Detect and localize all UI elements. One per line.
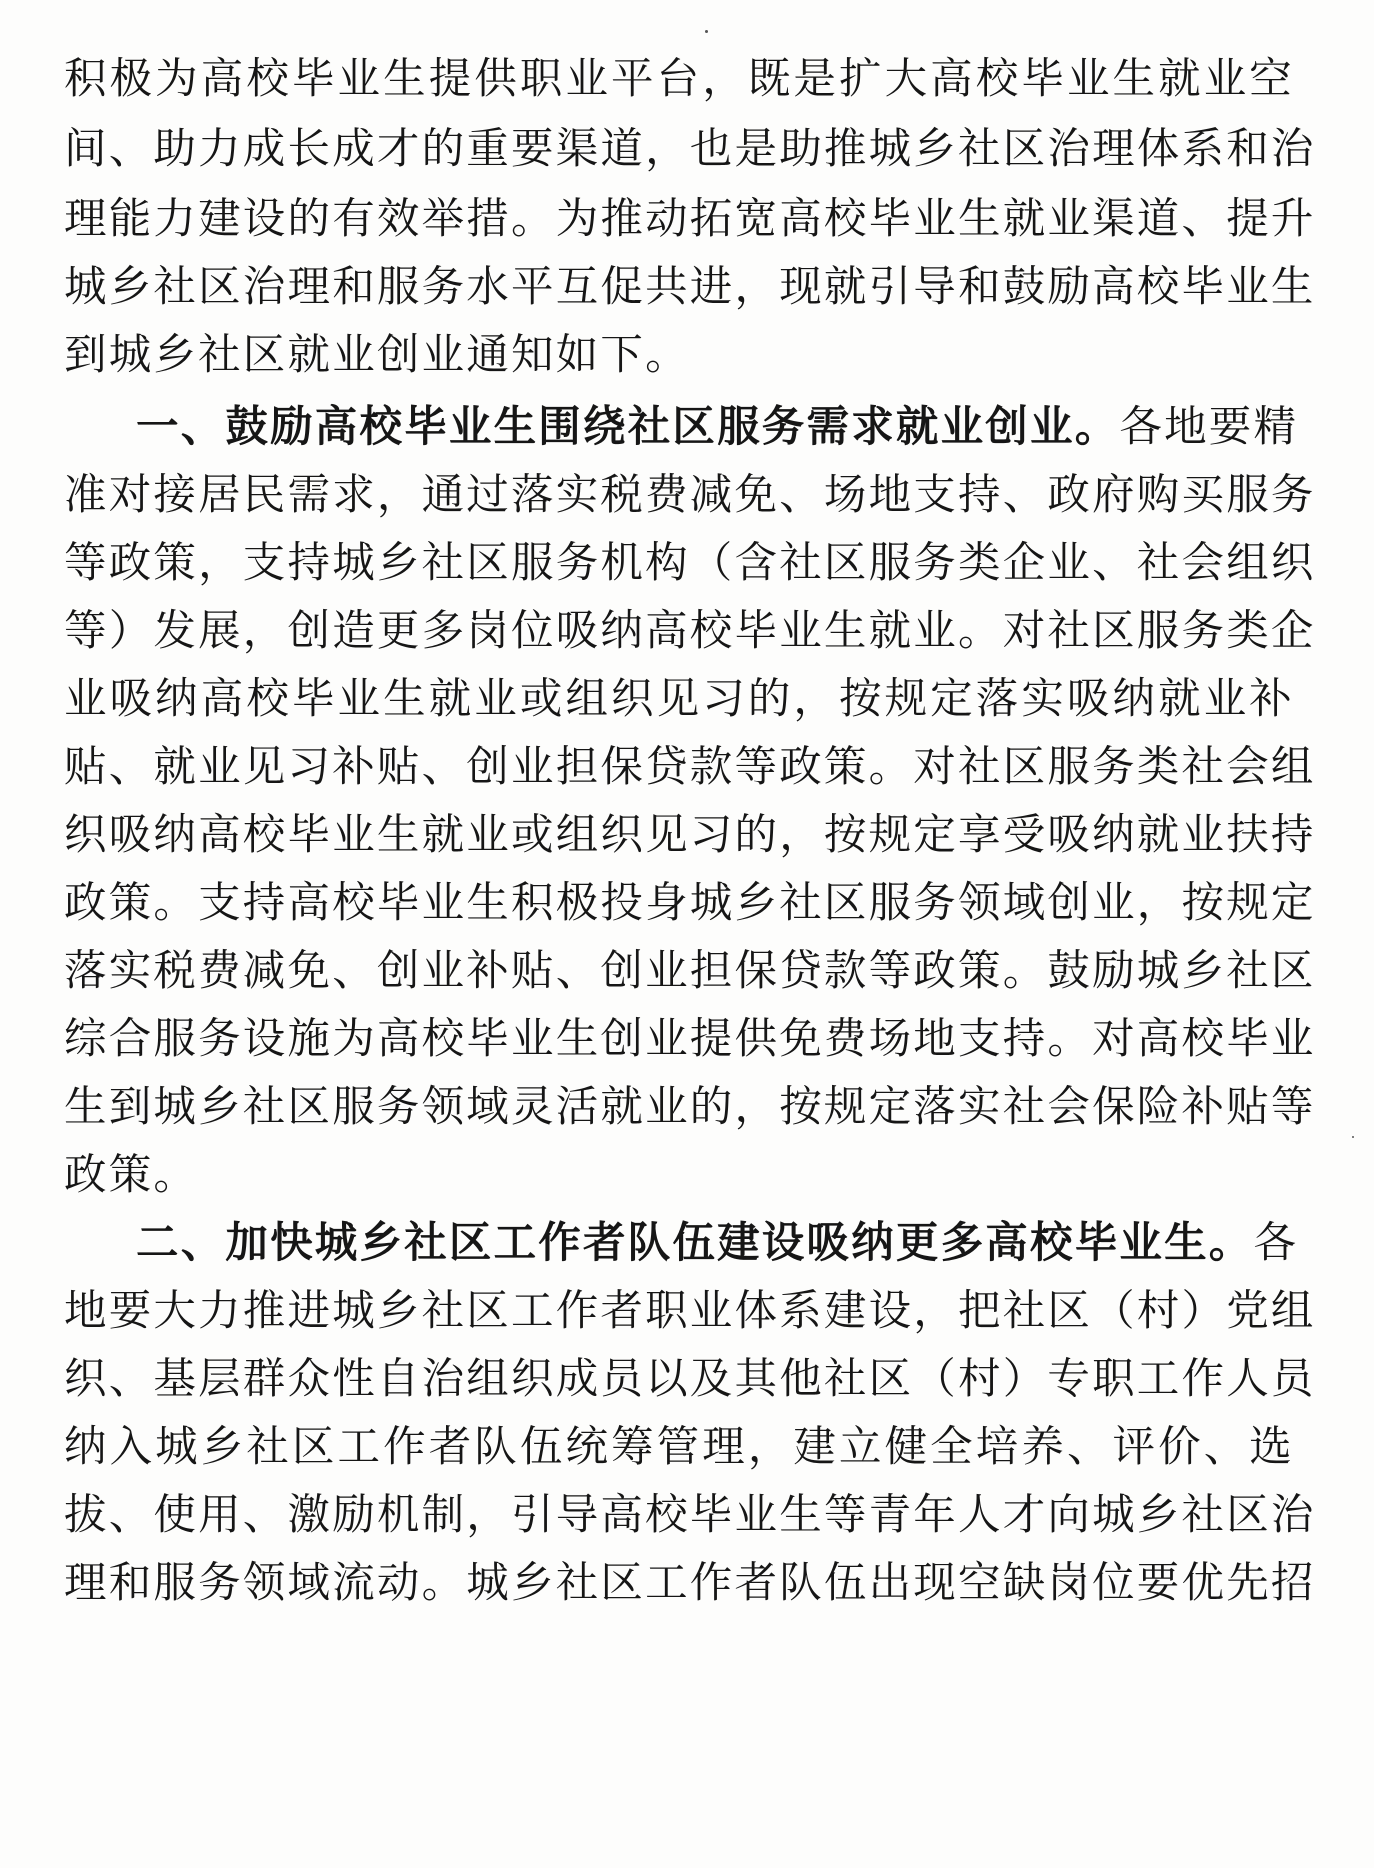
text-line: 综合服务设施为高校毕业生创业提供免费场地支持。对高校毕业 [64,1015,1316,1064]
scan-speck [705,30,708,33]
section-heading: 二、加快城乡社区工作者队伍建设吸纳更多高校毕业生。 [136,1219,1254,1268]
section-text: 各地要精 [1119,403,1299,452]
section-1-first-line [64,398,1299,458]
text-line: 贴、就业见习补贴、创业担保贷款等政策。对社区服务类社会组 [64,743,1316,792]
text-line: 城乡社区治理和服务水平互促共进，现就引导和鼓励高校毕业生 [64,263,1316,312]
text-line: 政策。支持高校毕业生积极投身城乡社区服务领域创业，按规定 [64,879,1316,928]
text-line: 准对接居民需求，通过落实税费减免、场地支持、政府购买服务 [64,471,1316,520]
scan-speck [1352,1136,1354,1138]
text-line: 落实税费减免、创业补贴、创业担保贷款等政策。鼓励城乡社区 [64,947,1316,996]
text-line: 拔、使用、激励机制，引导高校毕业生等青年人才向城乡社区治 [64,1491,1316,1540]
section-text: 各 [1253,1219,1299,1268]
text-line: 织、基层群众性自治组织成员以及其他社区（村）专职工作人员 [64,1355,1316,1404]
text-line: 等政策，支持城乡社区服务机构（含社区服务类企业、社会组织 [64,539,1316,588]
text-line: 间、助力成长成才的重要渠道，也是助推城乡社区治理体系和治 [64,125,1316,174]
text-line: 织吸纳高校毕业生就业或组织见习的，按规定享受吸纳就业扶持 [64,811,1316,860]
text-line: 政策。 [64,1151,199,1200]
text-line: 生到城乡社区服务领域灵活就业的，按规定落实社会保险补贴等 [64,1083,1316,1132]
text-line: 理和服务领域流动。城乡社区工作者队伍出现空缺岗位要优先招 [64,1559,1316,1608]
section-heading: 一、鼓励高校毕业生围绕社区服务需求就业创业。 [136,403,1120,452]
text-line: 到城乡社区就业创业通知如下。 [64,331,690,380]
text-line: 理能力建设的有效举措。为推动拓宽高校毕业生就业渠道、提升 [64,195,1316,244]
text-line: 纳入城乡社区工作者队伍统筹管理，建立健全培养、评价、选 [64,1423,1294,1472]
text-line: 等）发展，创造更多岗位吸纳高校毕业生就业。对社区服务类企 [64,607,1316,656]
text-line: 业吸纳高校毕业生就业或组织见习的，按规定落实吸纳就业补 [64,675,1294,724]
text-line: 积极为高校毕业生提供职业平台，既是扩大高校毕业生就业空 [64,55,1294,104]
section-2-first-line [64,1214,1299,1274]
text-line: 地要大力推进城乡社区工作者职业体系建设，把社区（村）党组 [64,1287,1316,1336]
